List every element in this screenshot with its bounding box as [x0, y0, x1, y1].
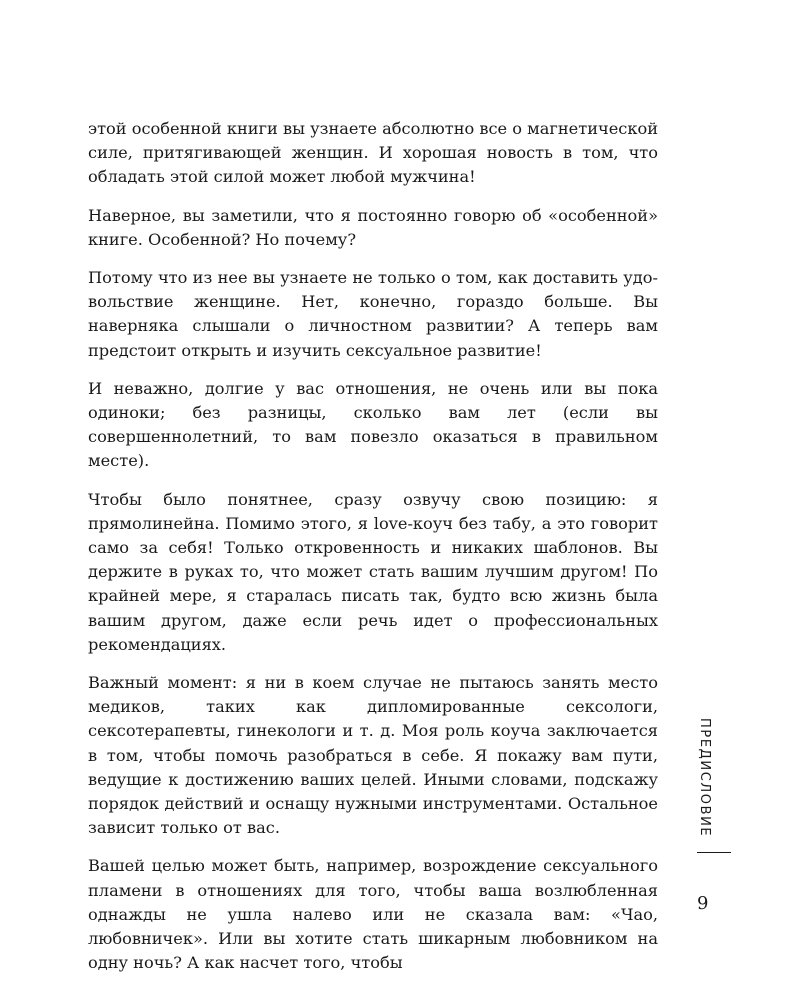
paragraph-7: Вашей целью может быть, например, возрождение сексуального пламени в отношениях для того, чтобы ваша возлюбленная однажды не ушла налево или не сказала вам: «Чао, любовничек». Или вы хотите стать шикарным любовником на одну ночь? А как насчет того, чтобы: [88, 856, 658, 973]
margin-rule: [697, 852, 731, 853]
paragraph-4: И неважно, долгие у вас отношения, не очень или вы пока одиноки; без разницы, сколько вам лет (если вы совершеннолетний, то вам повезло оказаться в правильном месте).: [88, 378, 658, 471]
page-number: 9: [697, 893, 709, 914]
body-text: [88, 117, 658, 990]
running-section-title: ПРЕДИСЛОВИЕ: [697, 718, 712, 838]
paragraph-5: Чтобы было понятнее, сразу озвучу свою позицию: я прямолинейна. Помимо этого, я love-коуч без табу, а это говорит само за себя! Только откровенность и никаких шаблонов. Вы держите в руках то, что может стать вашим лучшим другом! По крайней мере, я старалась писать так, будто всю жизнь была вашим другом, даже если речь идет о профессиональных рекомендациях.: [88, 489, 658, 654]
paragraph-2: Наверное, вы заметили, что я постоянно говорю об «особенной» книге. Особенной? Но почему?: [88, 205, 658, 249]
paragraph-1: этой особенной книги вы узнаете абсолютно все о магнетической силе, притягивающей женщин. И хорошая новость в том, что обладать этой силой может любой мужчина!: [88, 119, 659, 187]
paragraph-3: Потому что из нее вы узнаете не только о том, как доставить удовольствие женщине. Нет, конечно, гораздо больше. Вы наверняка слышали о личностном развитии? А теперь вам предстоит открыть и изучить сексуальное развитие!: [88, 268, 658, 360]
paragraph-6: Важный момент: я ни в коем случае не пытаюсь занять место медиков, таких как дипломированные сексологи, сексотерапевты, гинекологи и т. д. Моя роль коуча заключается в том, чтобы помочь разобраться в себе. Я покажу вам пути, ведущие к достижению ваших целей. Иными словами, подскажу порядок действий и оснащу нужными инструментами. Остальное зависит только от вас.: [88, 673, 658, 838]
